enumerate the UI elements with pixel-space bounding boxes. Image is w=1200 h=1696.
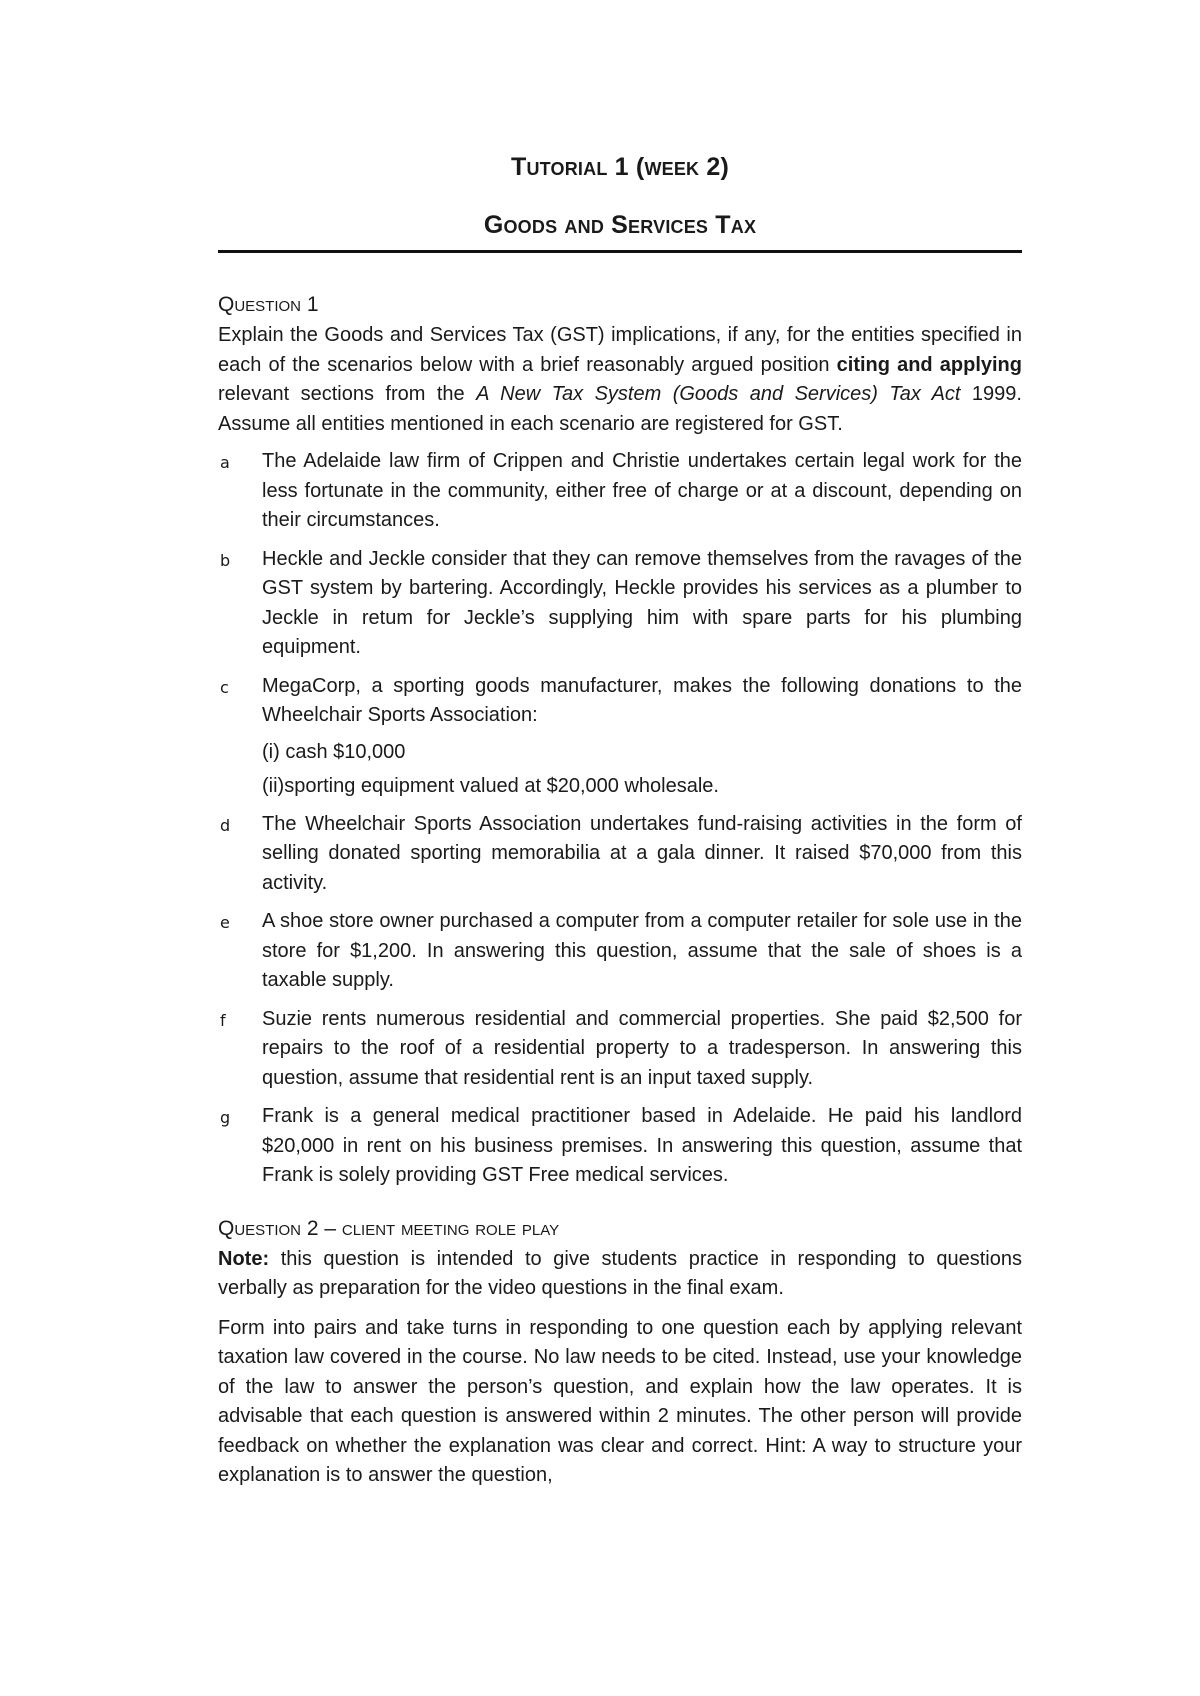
- page-subtitle: Goods and Services Tax: [483, 211, 757, 239]
- title-divider: [218, 250, 1022, 253]
- list-item: [218, 1102, 1022, 1191]
- item-text: The Adelaide law firm of Crippen and Christie undertakes certain legal work for the less fortunate in the community, either free of charge or at a discount, depending on their circumstances.: [262, 450, 1022, 531]
- intro-text-1: Explain the Goods and Services Tax (GST) implications, if any, for the entities specified in each of the scenarios below with a brief reasonably argued position: [218, 324, 1022, 376]
- item-text: Suzie rents numerous residential and commercial properties. She paid $2,500 for repairs to the roof of a residential property to a tradesperson. In answering this question, assume that residential rent is an input taxed supply.: [262, 1007, 1022, 1089]
- list-item: [218, 1005, 1022, 1094]
- question-2-note: [218, 1245, 1022, 1304]
- item-text: MegaCorp, a sporting goods manufacturer, makes the following donations to the Wheelchair Sports Association:: [262, 674, 1022, 726]
- list-item: [218, 907, 1022, 996]
- note-label: Note:: [218, 1247, 270, 1270]
- item-text: Heckle and Jeckle consider that they can remove themselves from the ravages of the GST system by bartering. Accordingly, Heckle provides his services as a plumber to Jeckle in retum for Jeckle’s supplying him with spare parts for his plumbing equipment.: [262, 547, 1022, 658]
- question-1-heading: Question 1: [218, 293, 319, 316]
- item-letter: d: [220, 815, 231, 835]
- donation-sublist: [262, 737, 1022, 801]
- scenario-list: [218, 447, 1022, 1191]
- item-text: A shoe store owner purchased a computer from a computer retailer for sole use in the store for $1,200. In answering this question, assume that the sale of shoes is a taxable supply.: [262, 910, 1022, 991]
- intro-act-title: A New Tax System (Goods and Services) Tax Act: [476, 383, 961, 405]
- list-item: [218, 545, 1022, 663]
- item-text: The Wheelchair Sports Association undertakes fund-raising activities in the form of selling donated sporting memorabilia at a gala dinner. It raised $70,000 from this activity.: [262, 812, 1022, 894]
- item-letter: f: [220, 1010, 226, 1030]
- intro-text-3: 1999. Assume all entities mentioned in each scenario are registered for GST.: [218, 383, 1022, 435]
- document-content: [218, 150, 1022, 1491]
- intro-bold: citing and applying: [836, 353, 1022, 376]
- sub-item: (ii)sporting equipment valued at $20,000 wholesale.: [262, 774, 719, 797]
- list-item: [218, 810, 1022, 899]
- item-letter: c: [220, 677, 229, 697]
- item-letter: a: [220, 453, 230, 472]
- question-1-intro: [218, 321, 1022, 439]
- sub-item: (i) cash $10,000: [262, 740, 406, 763]
- intro-text-2: relevant sections from the: [218, 383, 477, 405]
- item-letter: e: [220, 913, 230, 932]
- question-2-heading: Question 2 – client meeting role play: [218, 1216, 560, 1240]
- page-title: Tutorial 1 (week 2): [510, 153, 730, 181]
- list-item: [218, 672, 1022, 801]
- item-text: Frank is a general medical practitioner based in Adelaide. He paid his landlord $20,000 in rent on his business premises. In answering this question, assume that Frank is solely providing GST Free medical services.: [262, 1105, 1022, 1186]
- question-2-paragraph: Form into pairs and take turns in responding to one question each by applying relevant taxation law covered in the course. No law needs to be cited. Instead, use your knowledge of the law to answer the person’s question, and explain how the law operates. It is advisable that each question is answered within 2 minutes. The other person will provide feedback on whether the explanation was clear and correct. Hint: A way to structure your explanation is to answer the question,: [218, 1316, 1022, 1486]
- item-letter: b: [220, 550, 231, 570]
- note-text: this question is intended to give students practice in responding to questions verbally as preparation for the video questions in the final exam.: [218, 1247, 1022, 1299]
- item-letter: g: [220, 1108, 231, 1127]
- list-item: [218, 447, 1022, 536]
